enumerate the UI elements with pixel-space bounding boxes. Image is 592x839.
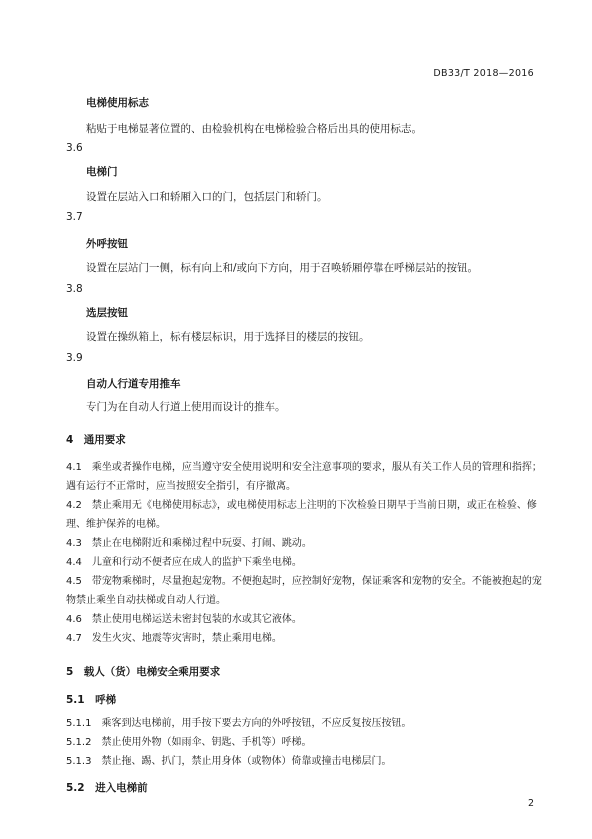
term-definition: 设置在层站入口和轿厢入口的门，包括层门和轿门。 [86, 191, 328, 203]
clause-number: 4.3 [66, 538, 82, 549]
clause-item [66, 610, 544, 629]
clause-item [66, 496, 544, 534]
clause-number: 4.7 [66, 633, 82, 644]
term-number: 3.7 [66, 211, 83, 223]
term-number: 3.6 [66, 142, 83, 154]
term-definition: 设置在操纵箱上，标有楼层标识，用于选择目的楼层的按钮。 [86, 331, 370, 343]
clause-text: 禁止拖、踢、扒门，禁止用身体（或物体）倚靠或撞击电梯层门。 [101, 756, 392, 767]
clause-text: 儿童和行动不便者应在成人的监护下乘坐电梯。 [91, 557, 302, 568]
clause-item [66, 714, 544, 733]
clause-item [66, 458, 544, 496]
clause-number: 4.2 [66, 500, 82, 511]
document-id: DB33/T 2018—2016 [433, 68, 534, 79]
clause-number: 5.1.2 [66, 737, 92, 748]
clause-number: 4.6 [66, 614, 82, 625]
clause-item [66, 733, 544, 752]
page-number: 2 [527, 798, 534, 809]
clause-item [66, 629, 544, 648]
term-definition: 粘贴于电梯显著位置的、由检验机构在电梯检验合格后出具的使用标志。 [86, 123, 422, 135]
clause-text: 禁止使用电梯运送未密封包装的水或其它液体。 [91, 614, 302, 625]
clause-number: 5.1.3 [66, 756, 92, 767]
term-definition: 专门为在自动人行道上使用而设计的推车。 [86, 401, 286, 413]
subsection-heading: 5.1 呼梯 [66, 694, 117, 706]
clause-item [66, 534, 544, 553]
clause-item [66, 572, 544, 610]
clause-text: 发生火灾、地震等灾害时，禁止乘用电梯。 [91, 633, 282, 644]
term-title: 电梯门 [86, 166, 118, 178]
term-number: 3.8 [66, 283, 83, 295]
clause-text: 带宠物乘梯时，尽量抱起宠物。不便抱起时，应控制好宠物，保证乘客和宠物的安全。不能被抱起的宠物禁止乘坐自动扶梯或自动人行道。 [66, 576, 542, 606]
clause-text: 禁止在电梯附近和乘梯过程中玩耍、打闹、跳动。 [91, 538, 312, 549]
clause-text: 禁止乘用无《电梯使用标志》，或电梯使用标志上注明的下次检验日期早于当前日期，或正在检验、修理、维护保养的电梯。 [66, 500, 537, 530]
clause-text: 禁止使用外物（如雨伞、钥匙、手机等）呼梯。 [101, 737, 312, 748]
term-definition: 设置在层站门一侧，标有向上和/或向下方向，用于召唤轿厢停靠在呼梯层站的按钮。 [86, 262, 479, 274]
term-title: 自动人行道专用推车 [86, 378, 181, 390]
section-heading: 4 通用要求 [66, 434, 126, 446]
clause-number: 5.1.1 [66, 718, 92, 729]
section-heading: 5 载人（货）电梯安全乘用要求 [66, 666, 221, 678]
term-title: 选层按钮 [86, 307, 128, 319]
term-number: 3.9 [66, 352, 83, 364]
clause-item [66, 752, 544, 771]
clause-number: 4.4 [66, 557, 82, 568]
subsection-heading: 5.2 进入电梯前 [66, 782, 148, 794]
term-title: 电梯使用标志 [86, 97, 149, 109]
clause-text: 乘坐或者操作电梯，应当遵守安全使用说明和安全注意事项的要求，服从有关工作人员的管理和指挥；遇有运行不正常时，应当按照安全指引，有序撤离。 [66, 462, 542, 492]
term-title: 外呼按钮 [86, 238, 128, 250]
clause-number: 4.1 [66, 462, 82, 473]
clause-item [66, 553, 544, 572]
clause-text: 乘客到达电梯前，用手按下要去方向的外呼按钮，不应反复按压按钮。 [101, 718, 412, 729]
clause-number: 4.5 [66, 576, 82, 587]
